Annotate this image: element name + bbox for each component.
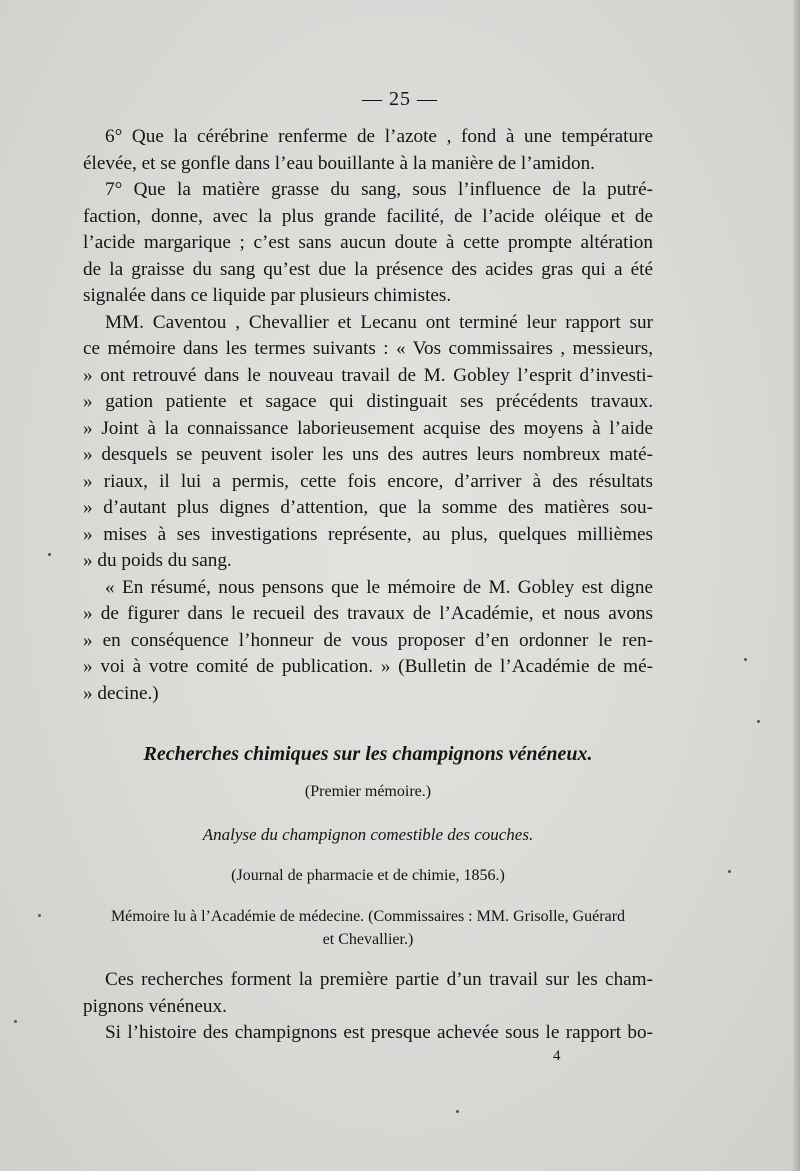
text-line: 7° Que la matière grasse du sang, sous l’influence de la putré-: [105, 179, 653, 200]
text-line: Si l’histoire des champignons est presque achevée sous le rapport bo-: [105, 1022, 653, 1043]
memoire-note: [83, 905, 653, 951]
text-line: pignons vénéneux.: [83, 995, 227, 1017]
text-line: élevée, et se gonfle dans l’eau bouillante à la manière de l’amidon.: [83, 152, 595, 174]
text-line: signalée dans ce liquide par plusieurs chimistes.: [83, 285, 452, 306]
text-line: de la graisse du sang qu’est due la présence des acides gras qui a été: [83, 258, 653, 280]
page-header: — 25 —: [362, 88, 438, 110]
text-line: » decine.): [83, 682, 159, 704]
text-line: faction, donne, avec la plus grande facilité, de l’acide oléique et de: [83, 205, 653, 227]
text-line: » riaux, il lui a permis, cette fois encore, d’arriver à des résultats: [83, 470, 653, 492]
signature-mark: 4: [553, 1048, 561, 1064]
text-line: » voi à votre comité de publication. » (Bulletin de l’Académie de mé-: [83, 656, 653, 677]
section-title: Recherches chimiques sur les champignons vénéneux.: [143, 743, 593, 765]
body-text: [83, 124, 653, 707]
text-line: » ont retrouvé dans le nouveau travail de M. Gobley l’esprit d’investi-: [83, 364, 653, 386]
text-line: « En résumé, nous pensons que le mémoire de M. Gobley est digne: [105, 576, 653, 598]
text-line: » desquels se peuvent isoler les uns des autres leurs nombreux maté-: [83, 444, 653, 465]
page-edge-shadow: [793, 0, 800, 1171]
paper-speck: [757, 720, 760, 723]
text-line: MM. Caventou , Chevallier et Lecanu ont terminé leur rapport sur: [105, 311, 653, 333]
memoire-line: et Chevallier.): [322, 931, 414, 948]
text-line: » gation patiente et sagace qui distinguait ses précédents travaux.: [83, 391, 653, 412]
text-line: » en conséquence l’honneur de vous proposer d’en ordonner le ren-: [83, 629, 653, 651]
text-line: » mises à ses investigations représente, au plus, quelques millièmes: [83, 523, 653, 545]
text-line: Ces recherches forment la première partie d’un travail sur les cham-: [105, 969, 653, 990]
paper-speck: [48, 553, 51, 556]
text-line: » de figurer dans le recueil des travaux de l’Académie, et nous avons: [83, 603, 653, 624]
paper-speck: [14, 1020, 17, 1023]
text-line: » Joint à la connaissance laborieusement acquise des moyens à l’aide: [83, 417, 653, 439]
memoire-line: Mémoire lu à l’Académie de médecine. (Commissaires : MM. Grisolle, Guérard: [110, 908, 626, 925]
section-subtitle: (Premier mémoire.): [304, 783, 432, 800]
paper-speck: [38, 914, 41, 917]
text-line: » du poids du sang.: [83, 550, 232, 571]
paper-speck: [728, 870, 731, 873]
analysis-title: Analyse du champignon comestible des couches.: [202, 825, 534, 844]
text-line: 6° Que la cérébrine renferme de l’azote , fond à une température: [105, 126, 653, 147]
paper-speck: [744, 658, 747, 661]
closing-text: [83, 967, 653, 1047]
paper-speck: [456, 1110, 459, 1113]
journal-reference: (Journal de pharmacie et de chimie, 1856.): [231, 867, 505, 884]
text-line: ce mémoire dans les termes suivants : « Vos commissaires , messieurs,: [83, 338, 653, 359]
text-line: l’acide margarique ; c’est sans aucun doute à cette prompte altération: [83, 232, 653, 253]
text-line: » d’autant plus dignes d’attention, que la somme des matières sou-: [83, 497, 653, 518]
